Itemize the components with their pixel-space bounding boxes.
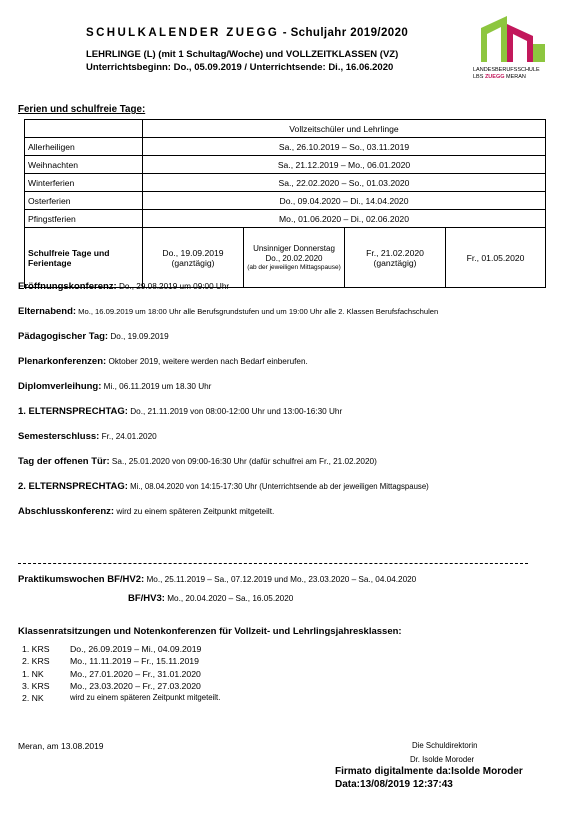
- class-council-heading: Klassenratsitzungen und Notenkonferenzen für Vollzeit- und Lehrlingsjahresklassen:: [18, 626, 402, 637]
- free-day-2-note: (ab der jeweiligen Mittagspause): [247, 263, 341, 271]
- free-day-1: Do., 19.09.2019 (ganztägig): [143, 228, 244, 288]
- table-row: [25, 192, 546, 210]
- list-item: 1. KRS Do., 26.09.2019 – Mi., 04.09.2019: [22, 644, 202, 654]
- event-plenary-conferences: Plenarkonferenzen: Oktober 2019, weitere werden nach Bedarf einberufen.: [18, 356, 308, 367]
- header-line-1: LEHRLINGE (L) (mit 1 Schultag/Woche) und VOLLZEITKLASSEN (VZ): [86, 49, 399, 60]
- free-day-2: [244, 228, 345, 288]
- holiday-value: Do., 09.04.2020 – Di., 14.04.2020: [143, 192, 546, 210]
- free-day-3: Fr., 21.02.2020 (ganztägig): [345, 228, 446, 288]
- logo-text-2: LBS ZUEGG MERAN: [473, 74, 526, 80]
- divider: [18, 563, 528, 564]
- table-header-row: [25, 120, 546, 138]
- event-opening-conference: Eröffnungskonferenz: Do., 29.08.2019 um 09:00 Uhr: [18, 281, 230, 292]
- table-row: [25, 174, 546, 192]
- event-parents-evening: Elternabend: Mo., 16.09.2019 um 18:00 Uhr alle Berufsgrundstufen und um 19:00 Uhr alle 2. Klassen Berufsfachschulen: [18, 306, 439, 317]
- logo-text-1: LANDESBERUFSSCHULE: [473, 67, 540, 73]
- holiday-name: Pfingstferien: [25, 210, 143, 228]
- title-rest: - Schuljahr 2019/2020: [279, 27, 409, 39]
- title-main: SCHULKALENDER ZUEGG: [86, 27, 280, 39]
- table-row: [25, 210, 546, 228]
- free-day-2-date: Do., 20.02.2020: [265, 253, 323, 263]
- free-day-4: Fr., 01.05.2020: [446, 228, 546, 288]
- event-open-day: Tag der offenen Tür: Sa., 25.01.2020 von 09:00-16:30 Uhr (dafür schulfrei am Fr., 21.02.2020): [18, 456, 377, 467]
- header-line-2: Unterrichtsbeginn: Do., 05.09.2019 / Unterrichtsende: Di., 16.06.2020: [86, 62, 394, 73]
- page-title: [86, 27, 408, 39]
- free-day-2-name: Unsinniger Donnerstag: [253, 243, 335, 253]
- class-council-list: [22, 644, 220, 705]
- free-days-row: [25, 228, 546, 288]
- holiday-name: Osterferien: [25, 192, 143, 210]
- signature-name: Dr. Isolde Moroder: [410, 755, 475, 764]
- holiday-value: Sa., 22.02.2020 – So., 01.03.2020: [143, 174, 546, 192]
- holidays-heading: Ferien und schulfreie Tage:: [18, 104, 146, 115]
- holidays-table: [24, 119, 546, 288]
- place-date: Meran, am 13.08.2019: [18, 741, 104, 751]
- signature-title: Die Schuldirektorin: [412, 741, 478, 750]
- list-item: 1. NK Mo., 27.01.2020 – Fr., 31.01.2020: [22, 668, 201, 679]
- list-item: 2. NK wird zu einem späteren Zeitpunkt mitgeteilt.: [22, 693, 221, 704]
- internship-weeks-hv3: BF/HV3: Mo., 20.04.2020 – Sa., 16.05.2020: [128, 593, 294, 604]
- list-item: 3. KRS Mo., 23.03.2020 – Fr., 27.03.2020: [22, 680, 201, 691]
- free-days-label: Schulfreie Tage und Ferientage: [25, 228, 143, 288]
- event-parents-day-1: 1. ELTERNSPRECHTAG: Do., 21.11.2019 von 08:00-12:00 Uhr und 13:00-16:30 Uhr: [18, 406, 343, 417]
- holiday-name: Winterferien: [25, 174, 143, 192]
- table-row: [25, 156, 546, 174]
- logo-graphic-icon: [473, 14, 553, 62]
- event-parents-day-2: 2. ELTERNSPRECHTAG: Mi., 08.04.2020 von 14:15-17:30 Uhr (Unterrichtsende ab der jeweiligen Mittagspause): [18, 481, 429, 492]
- internship-weeks-hv2: Praktikumswochen BF/HV2: Mo., 25.11.2019 – Sa., 07.12.2019 und Mo., 23.03.2020 – Sa., 04.04.2020: [18, 574, 417, 585]
- holiday-name: Allerheiligen: [25, 138, 143, 156]
- event-diploma: Diplomverleihung: Mi., 06.11.2019 um 18.30 Uhr: [18, 381, 212, 392]
- table-header: Vollzeitschüler und Lehrlinge: [143, 120, 546, 138]
- table-header-empty: [25, 120, 143, 138]
- holiday-value: Sa., 26.10.2019 – So., 03.11.2019: [143, 138, 546, 156]
- list-item: 2. KRS Mo., 11.11.2019 – Fr., 15.11.2019: [22, 656, 199, 667]
- event-semester-end: Semesterschluss: Fr., 24.01.2020: [18, 431, 157, 442]
- event-final-conference: Abschlusskonferenz: wird zu einem späteren Zeitpunkt mitgeteilt.: [18, 506, 275, 517]
- holiday-value: Mo., 01.06.2020 – Di., 02.06.2020: [143, 210, 546, 228]
- table-row: [25, 138, 546, 156]
- digital-signature-line-2: Data:13/08/2019 12:37:43: [335, 779, 453, 790]
- event-pedagogical-day: Pädagogischer Tag: Do., 19.09.2019: [18, 331, 169, 342]
- holiday-name: Weihnachten: [25, 156, 143, 174]
- school-logo: [473, 14, 553, 78]
- holiday-value: Sa., 21.12.2019 – Mo., 06.01.2020: [143, 156, 546, 174]
- digital-signature-line-1: Firmato digitalmente da:Isolde Moroder: [335, 766, 523, 777]
